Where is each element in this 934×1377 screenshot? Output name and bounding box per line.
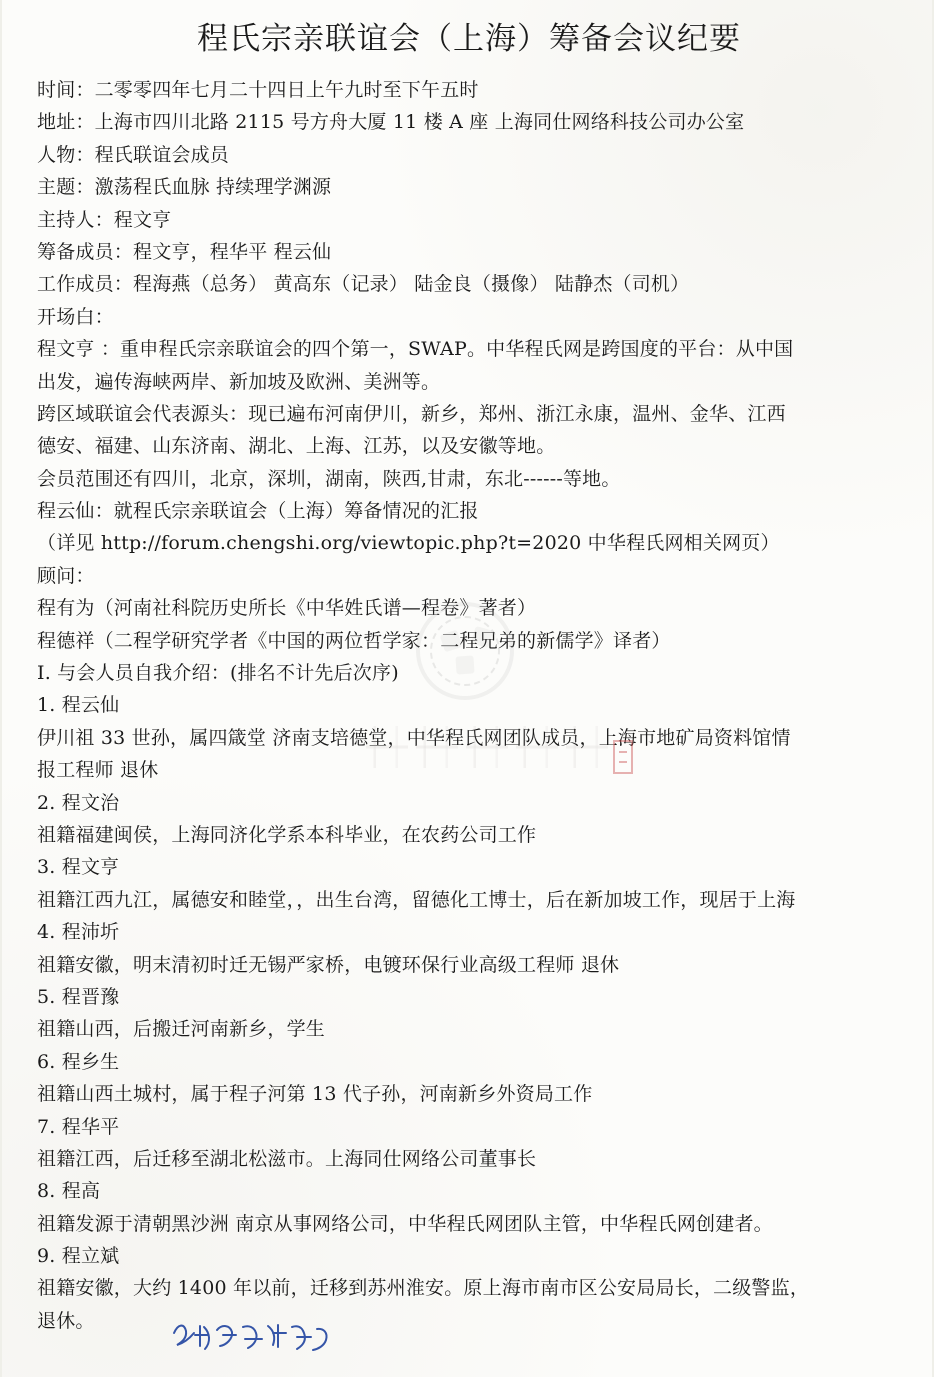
body-line: 时间：二零零四年七月二十四日上午九时至下午五时	[37, 79, 479, 101]
red-seal-stamp	[613, 740, 633, 774]
body-line: 祖籍安徽，明末清初时迁无锡严家桥，电镀环保行业高级工程师 退休	[37, 953, 620, 976]
body-line: 1. 程云仙	[37, 694, 120, 717]
body-line: 主持人：程文亨	[37, 208, 172, 231]
body-line: 祖籍山西，后搬迁河南新乡，学生	[37, 1018, 326, 1041]
body-line: 顾问：	[37, 564, 95, 587]
body-line: 程德祥（二程学研究学者《中国的两位哲学家：二程兄弟的新儒学》译者）	[37, 629, 671, 652]
body-line: 祖籍江西，后迁移至湖北松滋市。上海同仕网络公司董事长	[37, 1147, 537, 1170]
body-line: 工作成员：程海燕（总务） 黄高东（记录） 陆金良（摄像） 陆静杰（司机）	[37, 273, 690, 296]
body-line: 退休。	[37, 1309, 95, 1332]
watermark-glyph	[466, 726, 508, 768]
body-line: 祖籍山西土城村，属于程子河第 13 代子孙，河南新乡外资局工作	[37, 1083, 593, 1106]
body-line: 祖籍安徽，大约 1400 年以前，迁移到苏州淮安。原上海市南市区公安局局长，二级警监，	[37, 1277, 810, 1300]
body-line: 9. 程立斌	[37, 1245, 120, 1268]
watermark-seal	[416, 602, 514, 700]
body-line: 人物：程氏联谊会成员	[37, 143, 230, 166]
body-line: 报工程师 退休	[37, 759, 159, 782]
watermark-glyph	[516, 726, 558, 768]
body-line: 2. 程文治	[37, 791, 120, 814]
body-line: 主题：激荡程氏血脉 持续理学渊源	[37, 176, 332, 199]
body-line: 祖籍江西九江，属德安和睦堂，，出生台湾，留德化工博士，后在新加坡工作，现居于上海	[37, 888, 796, 911]
body-line: 会员范围还有四川，北京，深圳，湖南，陕西,甘肃，东北------等地。	[37, 467, 621, 490]
body-line: 地址：上海市四川北路 2115 号方舟大厦 11 楼 A 座 上海同仕网络科技公司办公室	[37, 111, 745, 134]
body-line: （详见 http://forum.chengshi.org/viewtopic.php?t=2020 中华程氏网相关网页）	[37, 532, 780, 555]
body-line: 3. 程文亨	[37, 856, 120, 879]
body-line: I. 与会人员自我介绍：(排名不计先后次序)	[37, 662, 399, 685]
body-line: 德安、福建、山东济南、湖北、上海、江苏，以及安徽等地。	[37, 435, 556, 458]
watermark-seal-mark	[455, 655, 474, 674]
body-line: 跨区域联谊会代表源头：现已遍布河南伊川，新乡，郑州、浙江永康，温州、金华、江西	[37, 402, 786, 425]
body-line: 筹备成员：程文亨，程华平 程云仙	[37, 240, 332, 263]
body-line: 祖籍福建闽侯，上海同济化学系本科毕业，在农药公司工作	[37, 823, 537, 846]
body-line: 出发，遍传海峡两岸、新加坡及欧洲、美洲等。	[37, 370, 441, 393]
document-title: 程氏宗亲联谊会（上海）筹备会议纪要	[197, 21, 741, 57]
body-line: 程云仙：就程氏宗亲联谊会（上海）筹备情况的汇报	[37, 500, 479, 523]
body-line: 祖籍发源于清朝黑沙洲 南京从事网络公司，中华程氏网团队主管，中华程氏网创建者。	[37, 1212, 773, 1235]
body-line: 伊川祖 33 世孙，属四箴堂 济南支培德堂，中华程氏网团队成员，上海市地矿局资料馆情	[37, 726, 791, 749]
body-line: 7. 程华平	[37, 1115, 120, 1138]
body-line: 5. 程晋豫	[37, 985, 120, 1008]
body-line: 4. 程沛圻	[37, 921, 120, 944]
watermark-seal-mark	[440, 630, 463, 653]
watermark-text	[366, 720, 616, 776]
body-line: 8. 程高	[37, 1180, 101, 1203]
body-line: 开场白：	[37, 305, 114, 328]
body-line: 6. 程乡生	[37, 1050, 120, 1073]
watermark-glyph	[366, 726, 408, 768]
body-line: 程有为（河南社科院历史所长《中华姓氏谱—程卷》著者）	[37, 597, 537, 620]
watermark-seal-mark	[471, 626, 493, 648]
body-line: 程文亨 ：重申程氏宗亲联谊会的四个第一，SWAP。中华程氏网是跨国度的平台：从中国	[37, 338, 794, 361]
watermark-glyph	[416, 726, 458, 768]
watermark-glyph	[566, 726, 608, 768]
document-body	[37, 74, 902, 1337]
